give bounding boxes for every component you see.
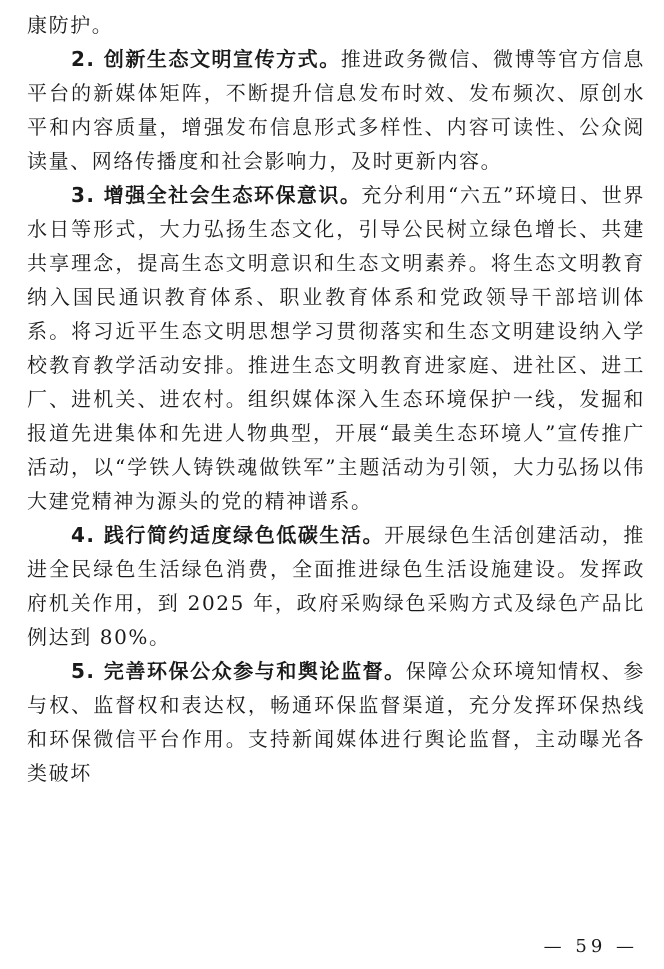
continuation-text: 康防护。 xyxy=(27,13,114,37)
section-4-heading: 4. 践行简约适度绿色低碳生活。 xyxy=(71,523,385,547)
document-page xyxy=(27,8,645,790)
section-5-heading: 5. 完善环保公众参与和舆论监督。 xyxy=(71,659,406,683)
section-3-body: 充分利用“六五”环境日、世界水日等形式，大力弘扬生态文化，引导公民树立绿色增长、共建共享理念，提高生态文明意识和生态文明素养。将生态文明教育纳入国民通识教育体系、职业教育体系和党政领导干部培训体系。将习近平生态文明思想学习贯彻落实和生态文明建设纳入学校教育教学活动安排。推进生态文明教育进家庭、进社区、进工厂、进机关、进农村。组织媒体深入生态环境保护一线，发掘和报道先进集体和先进人物典型，开展“最美生态环境人”宣传推广活动，以“学铁人铸铁魂做铁军”主题活动为引领，大力弘扬以伟大建党精神为源头的党的精神谱系。 xyxy=(27,183,645,513)
section-2-heading: 2. 创新生态文明宣传方式。 xyxy=(71,47,341,71)
section-3-heading: 3. 增强全社会生态环保意识。 xyxy=(71,183,362,207)
section-3 xyxy=(27,178,645,518)
section-5 xyxy=(27,654,645,790)
section-4-body: 开展绿色生活创建活动，推进全民绿色生活绿色消费，全面推进绿色生活设施建设。发挥政府机关作用，到 2025 年，政府采购绿色采购方式及绿色产品比例达到 80%。 xyxy=(27,523,645,649)
section-2 xyxy=(27,42,645,178)
section-5-body: 保障公众环境知情权、参与权、监督权和表达权，畅通环保监督渠道，充分发挥环保热线和环保微信平台作用。支持新闻媒体进行舆论监督，主动曝光各类破坏 xyxy=(27,659,645,785)
section-2-body: 推进政务微信、微博等官方信息平台的新媒体矩阵，不断提升信息发布时效、发布频次、原创水平和内容质量，增强发布信息形式多样性、内容可读性、公众阅读量、网络传播度和社会影响力，及时更新内容。 xyxy=(27,47,645,173)
page-number: — 59 — xyxy=(543,936,638,957)
section-4 xyxy=(27,518,645,654)
